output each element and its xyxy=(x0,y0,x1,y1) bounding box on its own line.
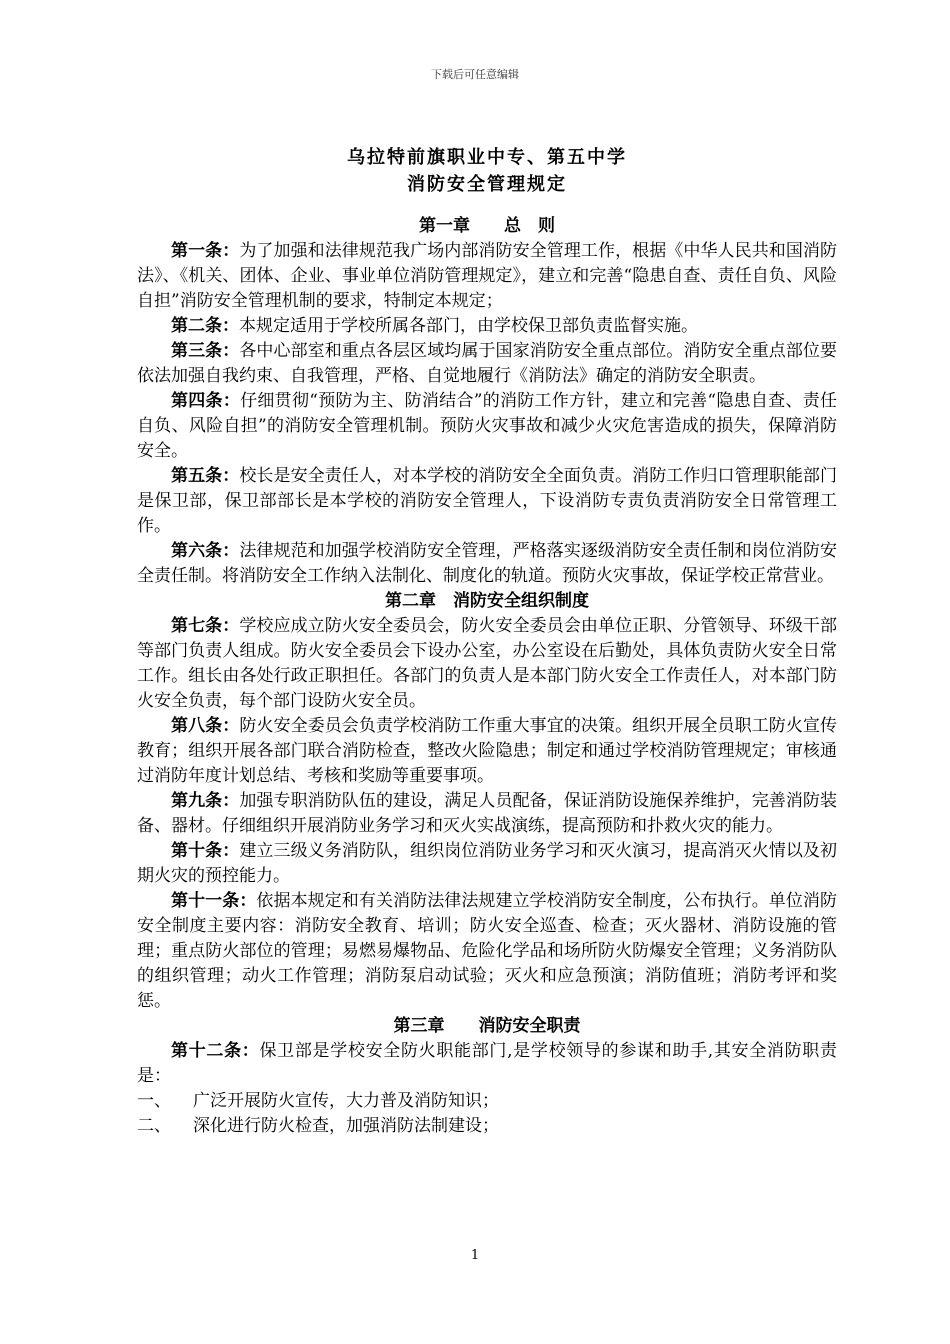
article-label: 第九条： xyxy=(171,791,240,811)
article-text: 本规定适用于学校所属各部门，由学校保卫部负责监督实施。 xyxy=(239,316,698,336)
article xyxy=(137,464,837,539)
article xyxy=(137,714,837,789)
article xyxy=(137,839,837,889)
title-line-1: 乌拉特前旗职业中专、第五中学 xyxy=(347,147,627,168)
article xyxy=(137,614,837,714)
article-text: 加强专职消防队伍的建设，满足人员配备，保证消防设施保养维护，完善消防装备、器材。仔细组织开展消防业务学习和灭火实战演练，提高预防和扑救火灾的能力。 xyxy=(137,791,838,836)
chapter-heading: 第一章 总 则 xyxy=(419,216,555,236)
article xyxy=(137,1039,837,1089)
article-text: 各中心部室和重点各层区域均属于国家消防安全重点部位。消防安全重点部位要依法加强自我约束、自我管理，严格、自觉地履行《消防法》确定的消防安全职责。 xyxy=(137,341,838,386)
article-text: 保卫部是学校安全防火职能部门,是学校领导的参谋和助手,其安全消防职责是： xyxy=(137,1041,838,1086)
list-text: 广泛开展防火宣传，大力普及消防知识； xyxy=(193,1091,499,1111)
article xyxy=(137,339,837,389)
article-label: 第十条： xyxy=(171,841,240,861)
document-title xyxy=(137,144,837,198)
article-label: 第五条： xyxy=(171,466,240,486)
title-line-2: 消防安全管理规定 xyxy=(407,174,567,195)
article-text: 学校应成立防火安全委员会，防火安全委员会由单位正职、分管领导、环级干部等部门负责人组成。防火安全委员会下设办公室，办公室设在后勤处，具体负责防火安全日常工作。组长由各处行政正职担任。各部门的负责人是本部门防火安全工作责任人，对本部门防火安全负责，每个部门设防火安全员。 xyxy=(137,616,838,711)
list-item xyxy=(137,1114,837,1139)
article-text: 建立三级义务消防队，组织岗位消防业务学习和灭火演习，提高消灭火情以及初期火灾的预控能力。 xyxy=(137,841,838,886)
article-text: 仔细贯彻“预防为主、防消结合”的消防工作方针，建立和完善“隐患自查、责任自负、风险自担”的消防安全管理机制。预防火灾事故和减少火灾危害造成的损失，保障消防安全。 xyxy=(137,391,837,461)
article-text: 法律规范和加强学校消防安全管理，严格落实逐级消防安全责任制和岗位消防安全责任制。将消防安全工作纳入法制化、制度化的轨道。预防火灾事故，保证学校正常营业。 xyxy=(137,541,838,586)
article xyxy=(137,389,837,464)
list-number: 一、 xyxy=(137,1091,171,1111)
article xyxy=(137,314,837,339)
list-text: 深化进行防火检查，加强消防法制建设； xyxy=(193,1116,499,1136)
article-label: 第六条： xyxy=(171,541,240,561)
article xyxy=(137,539,837,589)
article xyxy=(137,239,837,314)
list-number: 二、 xyxy=(137,1116,171,1136)
page-header-note: 下载后可任意编辑 xyxy=(431,68,519,81)
list-item xyxy=(137,1089,837,1114)
article xyxy=(137,789,837,839)
article-text: 防火安全委员会负责学校消防工作重大事宜的决策。组织开展全员职工防火宣传教育；组织开展各部门联合消防检查，整改火险隐患；制定和通过学校消防管理规定；审核通过消防年度计划总结、考核和奖励等重要事项。 xyxy=(137,716,838,786)
article-label: 第三条： xyxy=(171,341,240,361)
document-body xyxy=(137,144,837,1139)
article-text: 为了加强和法律规范我广场内部消防安全管理工作，根据《中华人民共和国消防法》、《机关、团体、企业、事业单位消防管理规定》，建立和完善“隐患自查、责任自负、风险自担”消防安全管理机制的要求，特制定本规定； xyxy=(137,241,838,311)
article-label: 第二条： xyxy=(171,316,239,336)
chapter-heading: 第二章 消防安全组织制度 xyxy=(385,591,589,611)
article xyxy=(137,889,837,1014)
article-label: 第七条： xyxy=(171,616,240,636)
article-label: 第八条： xyxy=(171,716,240,736)
chapter-heading: 第三章 消防安全职责 xyxy=(393,1016,581,1036)
article-label: 第四条： xyxy=(171,391,241,411)
article-text: 校长是安全责任人，对本学校的消防安全全面负责。消防工作归口管理职能部门是保卫部，保卫部部长是本学校的消防安全管理人，下设消防专责负责消防安全日常管理工作。 xyxy=(137,466,838,536)
article-label: 第十一条： xyxy=(171,891,257,911)
article-label: 第一条： xyxy=(171,241,240,261)
article-label: 第十二条： xyxy=(171,1041,260,1061)
article-text: 依据本规定和有关消防法律法规建立学校消防安全制度，公布执行。单位消防安全制度主要内容：消防安全教育、培训；防火安全巡查、检查；灭火器材、消防设施的管理；重点防火部位的管理；易燃易爆物品、危险化学品和场所防火防爆安全管理；义务消防队的组织管理；动火工作管理；消防泵启动试验；灭火和应急预演；消防值班；消防考评和奖惩。 xyxy=(137,891,838,1011)
page-number: 1 xyxy=(470,1248,480,1263)
